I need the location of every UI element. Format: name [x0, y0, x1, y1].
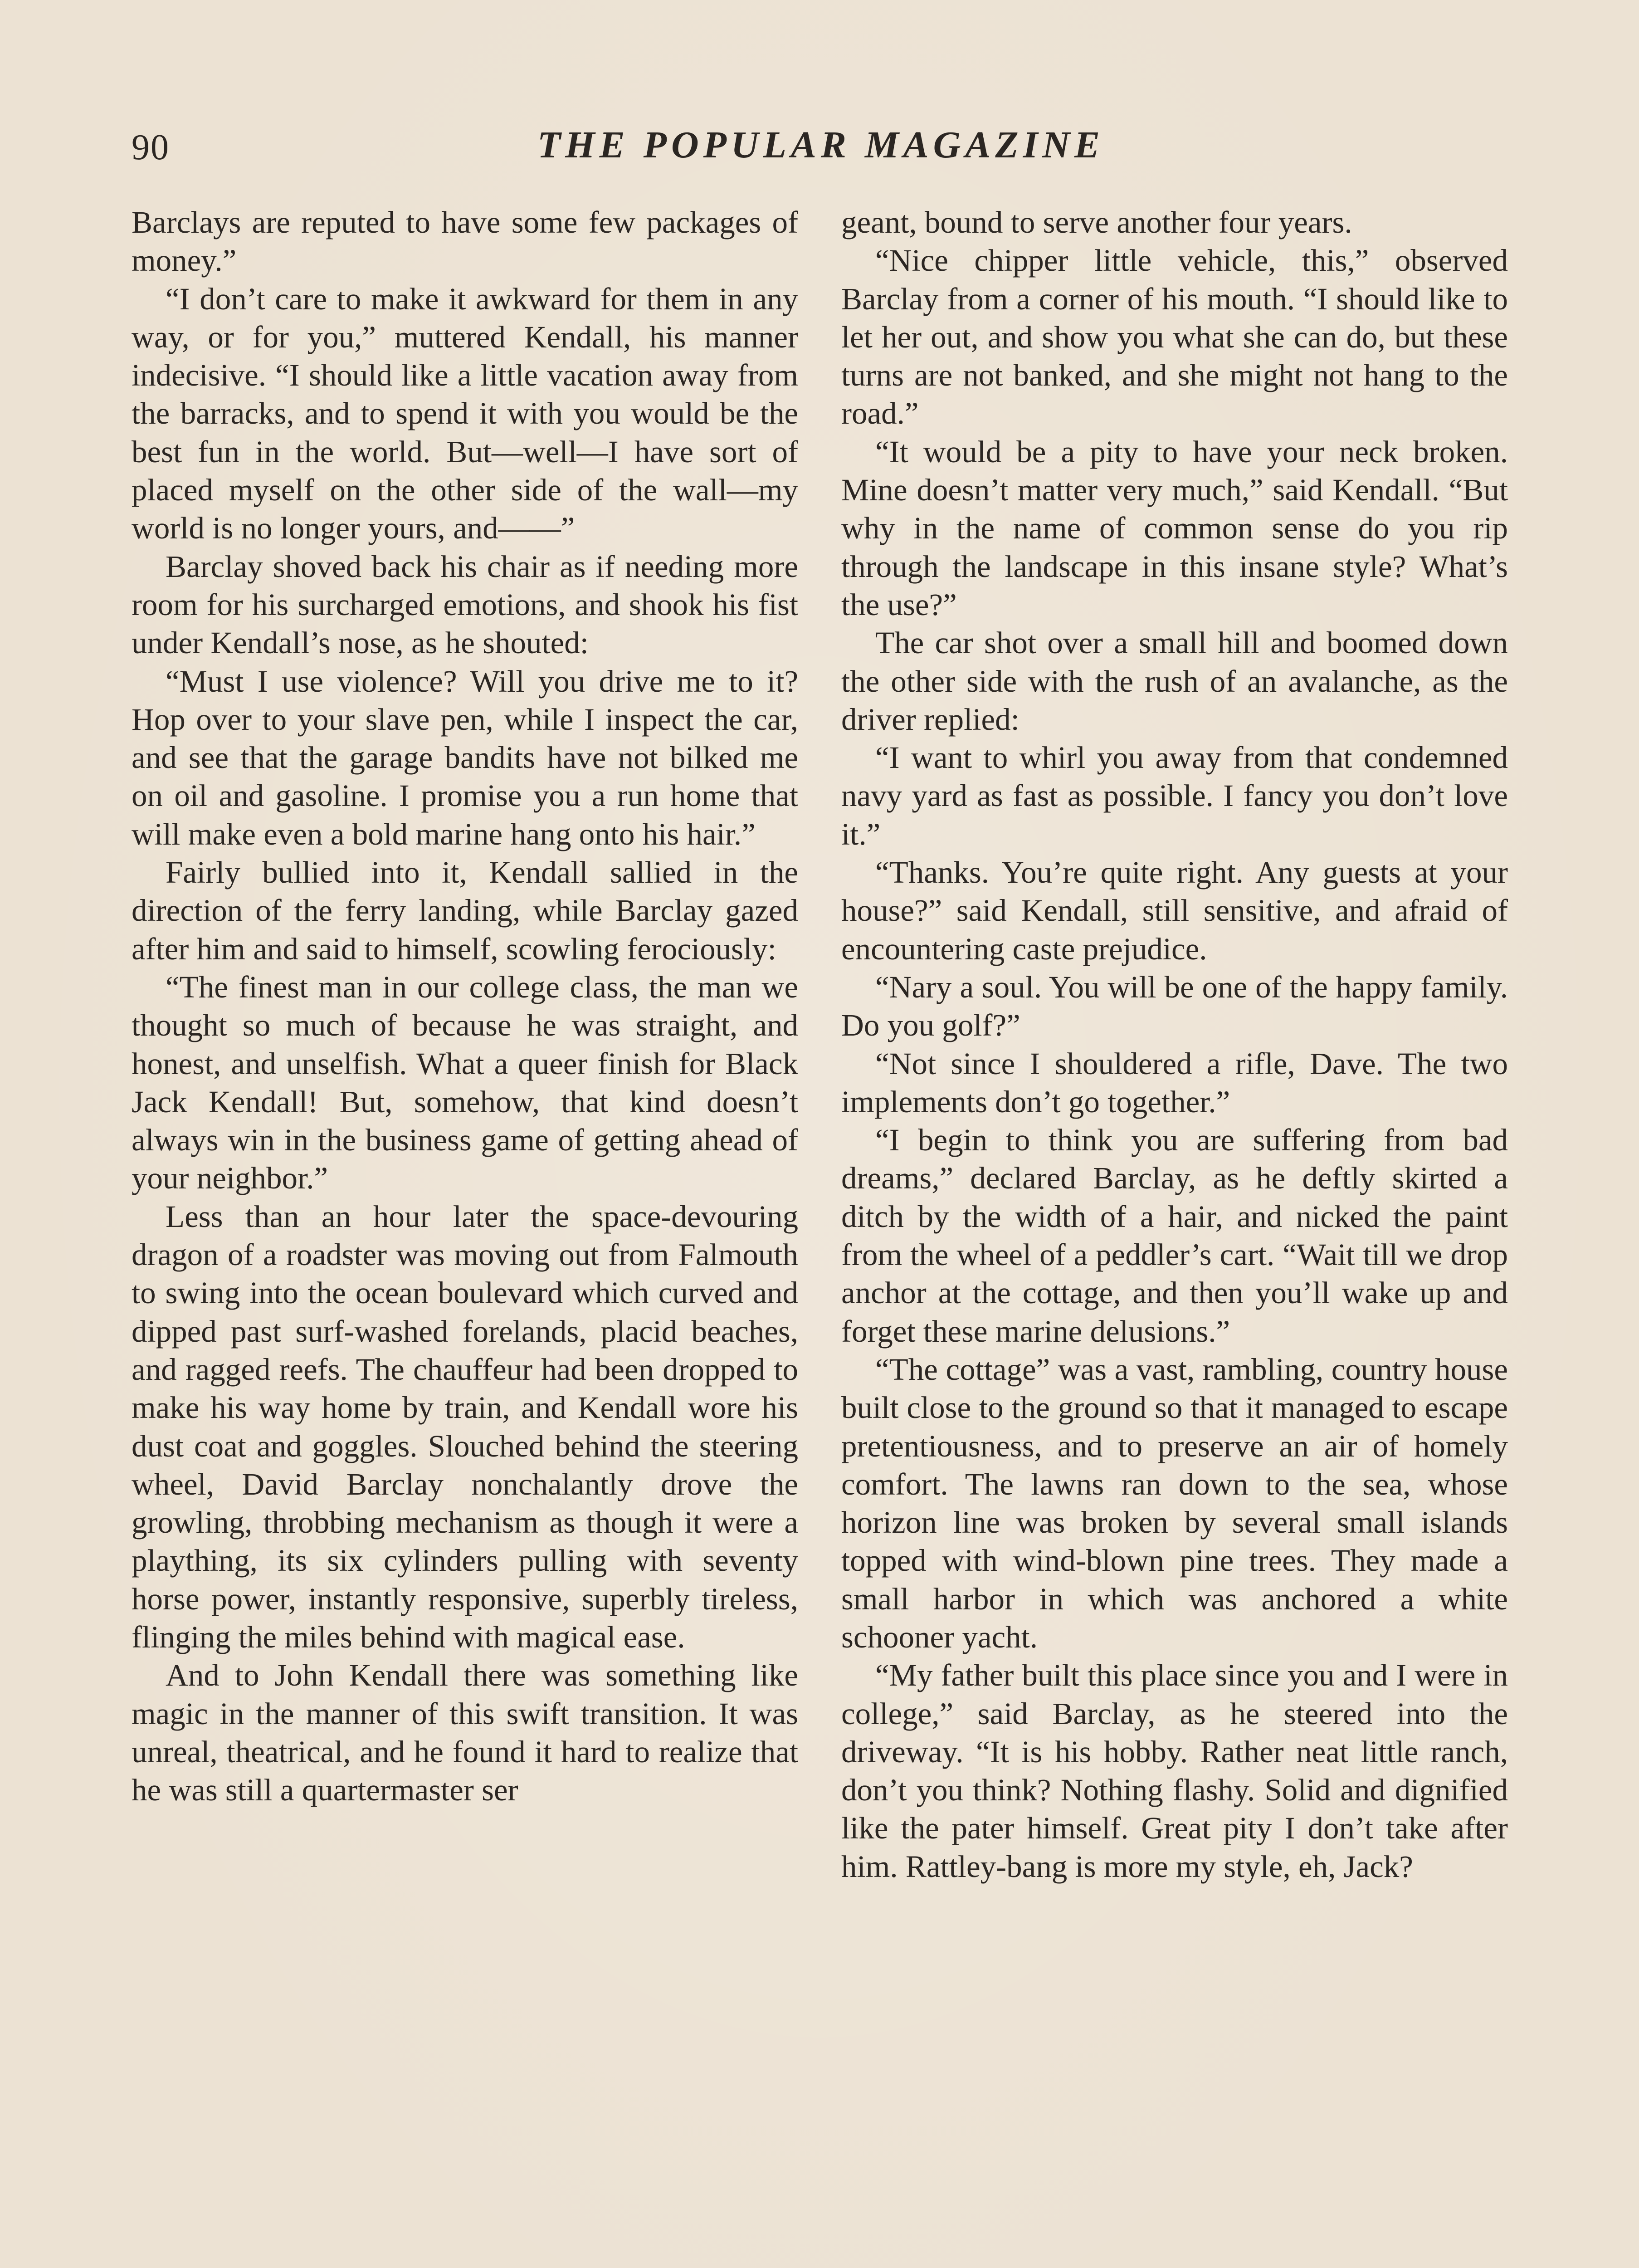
left-column [132, 203, 798, 1809]
paragraph: “I want to whirl you away from that condemned navy yard as fast as possible. I fancy you don’t love it.” [841, 740, 1508, 851]
page-number: 90 [132, 127, 170, 167]
paragraph: “Nice chipper little vehicle, this,” observed Barclay from a corner of his mouth. “I should like to let her out, and show you what she can do, but these turns are not banked, and she might not hang to the road.” [841, 243, 1508, 431]
running-title: THE POPULAR MAGAZINE [537, 124, 1105, 166]
paragraph: “It would be a pity to have your neck broken. Mine doesn’t matter very much,” said Kendall. “But why in the name of common sense do you rip through the landscape in this insane style? What’s the use?” [841, 434, 1508, 622]
paragraph: “My father built this place since you and I were in college,” said Barclay, as he steered into the driveway. “It is his hobby. Rather neat little ranch, don’t you think? Nothing flashy. Solid and dignified like the pater himself. Great pity I don’t take after him. Rattley-bang is more my style, eh, Jack? [841, 1658, 1508, 1884]
paragraph: And to John Kendall there was something like magic in the manner of this swift transition. It was unreal, theatrical, and he found it hard to realize that he was still a quartermaster ser [132, 1658, 798, 1808]
paragraph: Less than an hour later the space-devouring dragon of a roadster was moving out from Falmouth to swing into the ocean boulevard which curved and dipped past surf-washed forelands, placid beaches, and ragged reefs. The chauffeur had been dropped to make his way home by train, and Kendall wore his dust coat and goggles. Slouched behind the steering wheel, David Barclay nonchalantly drove the growling, throbbing mechanism as though it were a plaything, its six cylinders pulling with seventy horse power, instantly responsive, superbly tireless, flinging the miles behind with magical ease. [132, 1199, 798, 1654]
paragraph: “I don’t care to make it awkward for them in any way, or for you,” muttered Kendall, his manner indecisive. “I should like a little vacation away from the barracks, and to spend it with you would be the best fun in the world. But—well—I have sort of placed myself on the other side of the wall—my world is no longer yours, and——” [132, 281, 798, 546]
paragraph: “Thanks. You’re quite right. Any guests at your house?” said Kendall, still sensitive, and afraid of encountering caste prejudice. [841, 855, 1508, 966]
right-column [841, 203, 1508, 1886]
paragraph: “Must I use violence? Will you drive me to it? Hop over to your slave pen, while I inspect the car, and see that the garage bandits have not bilked me on oil and gasoline. I promise you a run home that will make even a bold marine hang onto his hair.” [132, 664, 798, 851]
page-header [132, 120, 1510, 179]
paragraph: Barclay shoved back his chair as if needing more room for his surcharged emotions, and shook his fist under Kendall’s nose, as he shouted: [132, 549, 798, 660]
paragraph: “The finest man in our college class, the man we thought so much of because he was straight, and honest, and unselfish. What a queer finish for Black Jack Kendall! But, somehow, that kind doesn’t always win in the business game of getting ahead of your neighbor.” [132, 969, 798, 1196]
paragraph: Fairly bullied into it, Kendall sallied in the direction of the ferry landing, while Barclay gazed after him and said to himself, scowling ferociously: [132, 855, 798, 966]
paragraph: “Nary a soul. You will be one of the happy family. Do you golf?” [841, 969, 1508, 1043]
paragraph: “I begin to think you are suffering from bad dreams,” declared Barclay, as he deftly skirted a ditch by the width of a hair, and nicked the paint from the wheel of a peddler’s cart. “Wait till we drop anchor at the cottage, and then you’ll wake up and forget these marine delusions.” [841, 1123, 1508, 1349]
paragraph: “The cottage” was a vast, rambling, country house built close to the ground so that it managed to escape pretentiousness, and to preserve an air of homely comfort. The lawns ran down to the sea, whose horizon line was broken by several small islands topped with wind-blown pine trees. They made a small harbor in which was anchored a white schooner yacht. [841, 1352, 1508, 1654]
paragraph: “Not since I shouldered a rifle, Dave. The two implements don’t go together.” [841, 1046, 1508, 1119]
paragraph: Barclays are reputed to have some few packages of money.” [132, 205, 798, 278]
paragraph: The car shot over a small hill and boomed down the other side with the rush of an avalanche, as the driver replied: [841, 626, 1508, 737]
paragraph: geant, bound to serve another four years. [841, 205, 1352, 240]
